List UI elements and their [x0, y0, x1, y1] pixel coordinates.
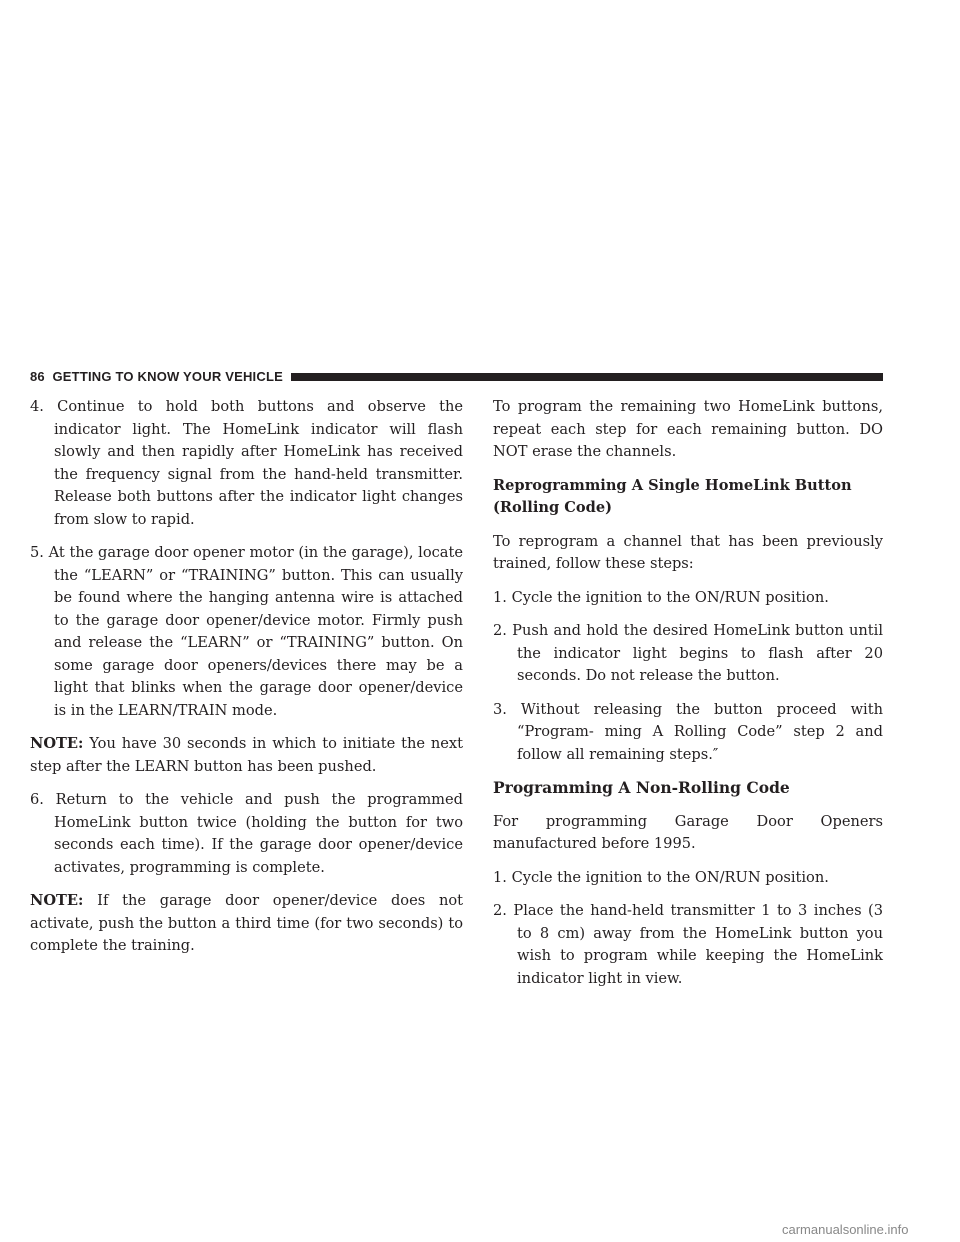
intro-paragraph: To program the remaining two HomeLink buttons, repeat each step for each remaining button. DO NOT erase the channels.	[493, 398, 883, 460]
reprogram-subheading: Reprogramming A Single HomeLink Button (Rolling Code)	[493, 476, 852, 516]
header-rule	[291, 373, 883, 381]
section-title: Programming A Non-Rolling Code	[493, 778, 790, 797]
reprogram-step-3: 3. Without releasing the button proceed with “Program- ming A Rolling Code” step 2 and follow all remaining steps.″	[493, 700, 883, 763]
note-2	[30, 890, 463, 958]
note-text: You have 30 seconds in which to initiate the next step after the LEARN button has been pushed.	[30, 735, 463, 775]
non-rolling-step-1: 1. Cycle the ignition to the ON/RUN position.	[493, 868, 829, 886]
note-text: If the garage door opener/device does not activate, push the button a third time (for two seconds) to complete the training.	[30, 892, 463, 954]
section-intro: For programming Garage Door Openers manufactured before 1995.	[493, 812, 883, 852]
note-label: NOTE:	[30, 892, 84, 909]
watermark: carmanualsonline.info	[782, 1222, 909, 1237]
reprogram-intro: To reprogram a channel that has been previously trained, follow these steps:	[493, 532, 883, 572]
step-4: 4. Continue to hold both buttons and observe the indicator light. The HomeLink indicator will flash slowly and then rapidly after HomeLink has received the frequency signal from the hand-held transmitter. Release both buttons after the indicator light changes from slow to rapid.	[30, 398, 463, 528]
reprogram-step-1: 1. Cycle the ignition to the ON/RUN position.	[493, 588, 829, 606]
step-5: 5. At the garage door opener motor (in the garage), locate the “LEARN” or “TRAINING” button. This can usually be found where the hanging antenna wire is attached to the garage door opener/device motor. Firmly push and release the “LEARN” or “TRAINING” button. On some garage door openers/devices there may be a light that blinks when the garage door opener/device is in the LEARN/TRAIN mode.	[30, 544, 463, 719]
reprogram-step-2: 2. Push and hold the desired HomeLink button until the indicator light begins to flash after 20 seconds. Do not release the button.	[493, 622, 883, 684]
right-column	[493, 396, 883, 1001]
left-column	[30, 396, 463, 969]
page-header	[30, 368, 883, 386]
note-1	[30, 733, 463, 778]
non-rolling-step-2: 2. Place the hand-held transmitter 1 to 3 inches (3 to 8 cm) away from the HomeLink button you wish to program while keeping the HomeLink indicator light in view.	[493, 902, 883, 987]
step-6: 6. Return to the vehicle and push the programmed HomeLink button twice (holding the button for two seconds each time). If the garage door opener/device activates, programming is complete.	[30, 791, 463, 876]
header-title: 86 GETTING TO KNOW YOUR VEHICLE	[30, 369, 283, 384]
note-label: NOTE:	[30, 735, 84, 752]
